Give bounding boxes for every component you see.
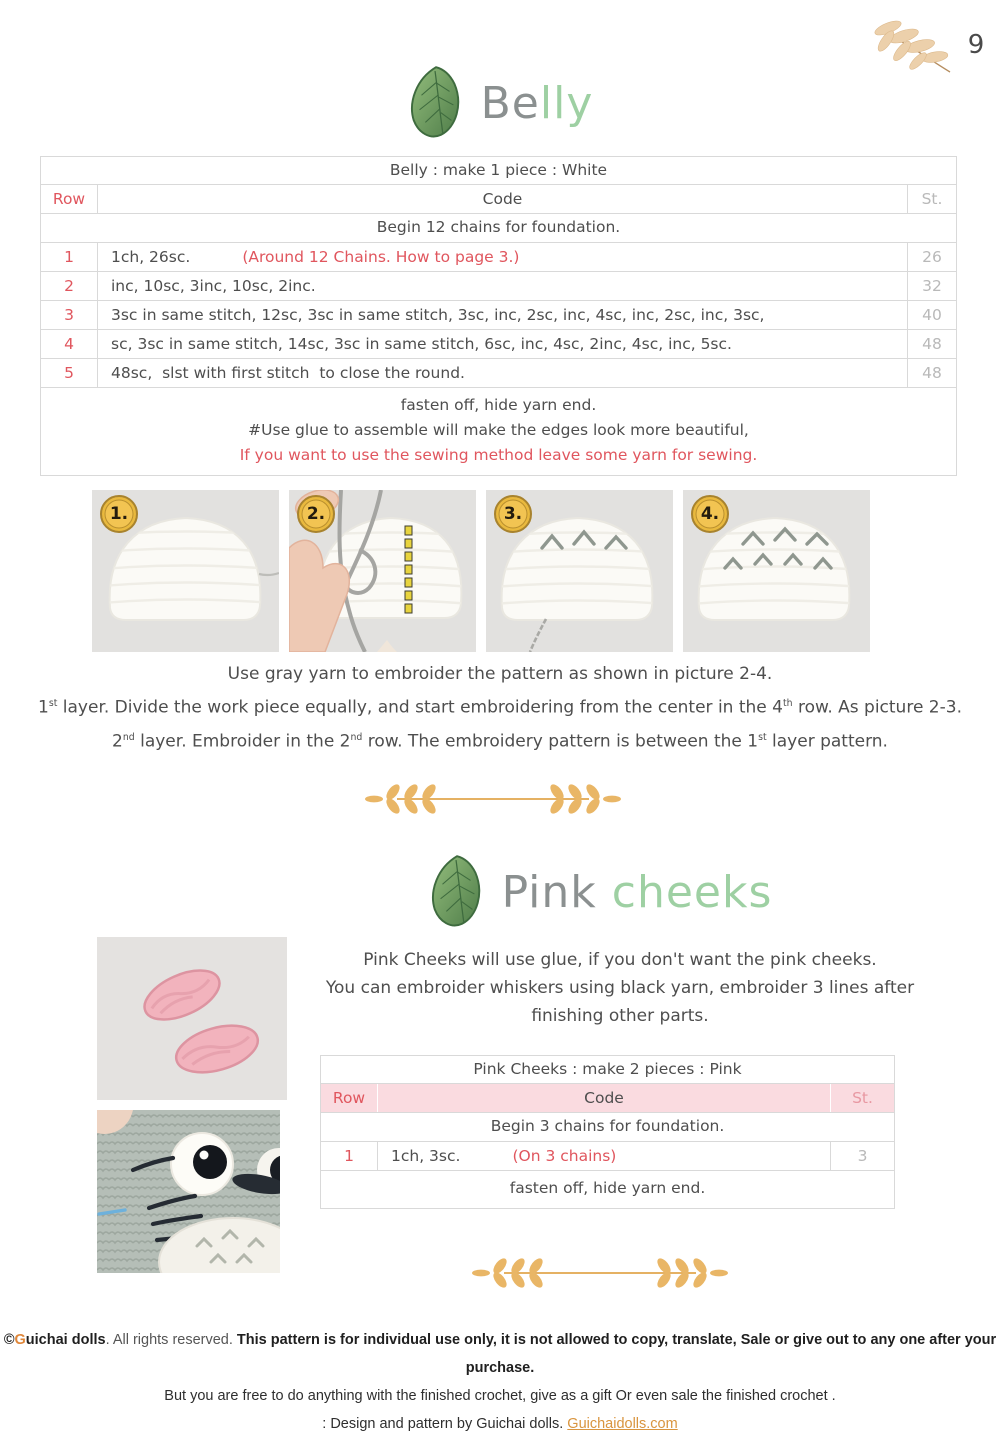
row-code	[97, 243, 907, 271]
embroidery-instructions	[0, 660, 1000, 756]
brand-initial: G	[14, 1332, 26, 1348]
pink-title-part3: cheeks	[611, 866, 773, 918]
pink-table-caption: Pink Cheeks : make 2 pieces : Pink	[321, 1056, 894, 1084]
step-photo-2	[289, 490, 476, 652]
footer-line-3: : Design and pattern by Guichai dolls. Guichaidolls.com	[322, 1416, 678, 1432]
row-st: 32	[907, 272, 956, 300]
belly-table-caption: Belly : make 1 piece : White	[41, 157, 956, 185]
belly-table	[40, 156, 957, 476]
table-row	[41, 272, 956, 301]
intro-line-3: finishing other parts.	[531, 1006, 709, 1026]
row-code	[97, 272, 907, 300]
note-line: fasten off, hide yarn end.	[509, 1179, 706, 1197]
step-photo-3	[486, 490, 673, 652]
step-photo-1	[92, 490, 279, 652]
belly-title-part2: lly	[539, 77, 594, 129]
leaf-icon	[428, 854, 486, 930]
pink-cheeks-title-text	[502, 867, 773, 918]
row-st: 26	[907, 243, 956, 271]
table-row	[41, 301, 956, 330]
row-num: 4	[64, 335, 74, 353]
laurel-divider-icon	[470, 1258, 730, 1288]
photo-number-badge: 4.	[691, 495, 729, 533]
belly-table-notes	[41, 388, 956, 475]
row-code	[377, 1142, 830, 1170]
row-st: 40	[907, 301, 956, 329]
row-st: 3	[830, 1142, 894, 1170]
code-note: (On 3 chains)	[512, 1147, 617, 1165]
intro-line-2: You can embroider whiskers using black yarn, embroider 3 lines after	[325, 978, 915, 998]
pink-cheeks-pieces-image	[97, 937, 287, 1100]
belly-title-part1: Be	[480, 77, 540, 129]
photo-number-badge: 3.	[494, 495, 532, 533]
website-link[interactable]: Guichaidolls.com	[567, 1416, 678, 1432]
leaf-icon	[407, 65, 465, 141]
photo-number-badge: 2.	[297, 495, 335, 533]
instruction-line-2: 1st layer. Divide the work piece equally, and start embroidering from the center in the 4th row. As picture 2-3.	[38, 697, 962, 718]
footer-line-1: ©Guichai dolls. All rights reserved. This pattern is for individual use only, it is not allowed to copy, translate, Sale or give out to any one after your purchase.	[3, 1332, 997, 1376]
totoro-face-image	[97, 1110, 280, 1273]
pink-cheeks-section-title	[290, 846, 910, 938]
table-row	[321, 1142, 894, 1171]
pink-title-part1: Pink	[501, 866, 597, 918]
step-photo-4	[683, 490, 870, 652]
table-row	[41, 359, 956, 388]
belly-step-photos	[92, 490, 870, 652]
row-st: 48	[907, 359, 956, 387]
page-number: 9	[967, 30, 985, 60]
header-code: Code	[377, 1084, 830, 1112]
belly-section-title	[0, 60, 1000, 146]
code-text: 48sc, slst with first stitch to close the round.	[111, 364, 465, 382]
pink-title-part2	[597, 867, 612, 918]
header-st: St.	[907, 185, 956, 213]
totoro-face-photo	[97, 1110, 280, 1273]
row-num: 3	[64, 306, 74, 324]
row-num: 2	[64, 277, 74, 295]
instruction-line-1: Use gray yarn to embroider the pattern as shown in picture 2-4.	[227, 664, 773, 684]
laurel-divider-icon	[363, 784, 623, 814]
pink-cheeks-table	[320, 1055, 895, 1209]
header-row: Row	[52, 190, 86, 208]
pink-foundation-row: Begin 3 chains for foundation.	[321, 1113, 894, 1142]
belly-title-text	[481, 78, 594, 129]
brand-name: uichai dolls	[25, 1332, 106, 1348]
code-text: inc, 10sc, 3inc, 10sc, 2inc.	[111, 277, 316, 295]
code-text: 1ch, 3sc.	[391, 1147, 461, 1165]
code-note: (Around 12 Chains. How to page 3.)	[242, 248, 520, 266]
pink-table-header	[321, 1084, 894, 1113]
pink-cheeks-intro	[290, 946, 950, 1030]
note-line-red: If you want to use the sewing method leave some yarn for sewing.	[239, 446, 758, 464]
pink-cheeks-pieces-photo	[97, 937, 287, 1100]
header-row: Row	[332, 1089, 366, 1107]
row-code	[97, 330, 907, 358]
row-num: 1	[344, 1147, 354, 1165]
header-st: St.	[830, 1084, 894, 1112]
row-st: 48	[907, 330, 956, 358]
code-text: sc, 3sc in same stitch, 14sc, 3sc in same stitch, 6sc, inc, 4sc, 2inc, 4sc, inc, 5sc.	[111, 335, 732, 353]
page-footer	[0, 1326, 1000, 1438]
photo-number-badge: 1.	[100, 495, 138, 533]
pink-table-notes	[321, 1171, 894, 1208]
code-text: 3sc in same stitch, 12sc, 3sc in same stitch, 3sc, inc, 2sc, inc, 4sc, inc, 2sc, inc, 3sc,	[111, 306, 765, 324]
row-code	[97, 359, 907, 387]
note-line: fasten off, hide yarn end.	[400, 396, 597, 414]
table-row	[41, 330, 956, 359]
row-num: 5	[64, 364, 74, 382]
belly-foundation-row: Begin 12 chains for foundation.	[41, 214, 956, 243]
note-line: #Use glue to assemble will make the edges look more beautiful,	[248, 421, 749, 439]
intro-line-1: Pink Cheeks will use glue, if you don't want the pink cheeks.	[363, 950, 877, 970]
footer-line-2: But you are free to do anything with the finished crochet, give as a gift Or even sale the finished crochet .	[164, 1388, 836, 1404]
row-num: 1	[64, 248, 74, 266]
belly-table-header	[41, 185, 956, 214]
header-code: Code	[97, 185, 907, 213]
instruction-line-3: 2nd layer. Embroider in the 2nd row. The embroidery pattern is between the 1st layer pattern.	[112, 731, 888, 752]
table-row	[41, 243, 956, 272]
row-code	[97, 301, 907, 329]
code-text: 1ch, 26sc.	[111, 248, 191, 266]
